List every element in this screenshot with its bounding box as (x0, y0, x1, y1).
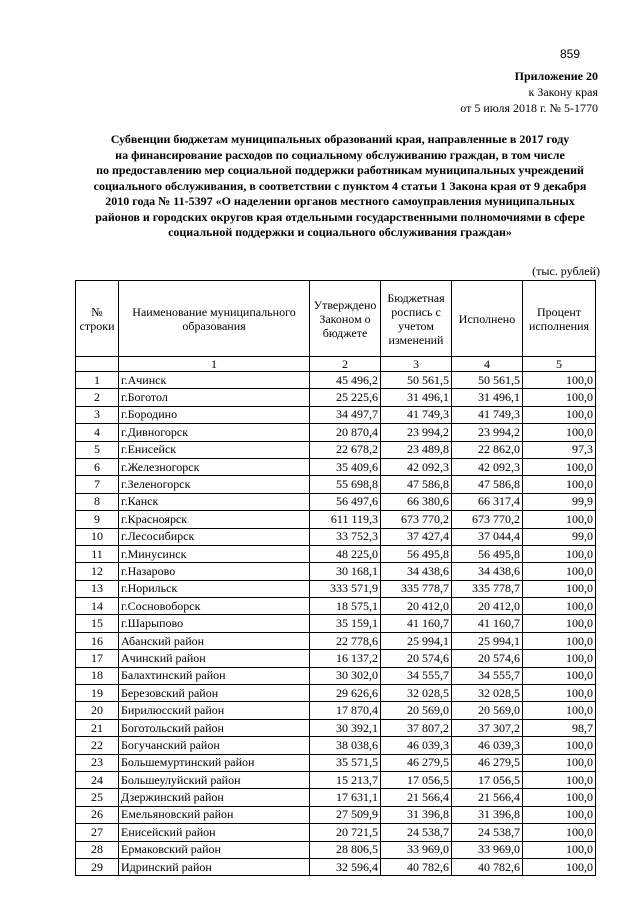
cell-name: г.Боготол (119, 389, 310, 406)
cell-budget-list: 25 994,1 (381, 632, 452, 649)
cell-row-number: 14 (76, 598, 119, 615)
cell-percent: 99,0 (523, 528, 596, 545)
cell-executed: 42 092,3 (452, 458, 523, 475)
document-title (70, 132, 610, 241)
cell-percent: 100,0 (523, 615, 596, 632)
page-number: 859 (560, 47, 581, 61)
cell-percent: 100,0 (523, 858, 596, 875)
column-number-empty (76, 357, 119, 372)
table-row (76, 858, 596, 875)
cell-approved: 56 497,6 (310, 493, 381, 510)
cell-budget-list: 46 039,3 (381, 737, 452, 754)
cell-percent: 100,0 (523, 667, 596, 684)
cell-budget-list: 41 160,7 (381, 615, 452, 632)
table-row (76, 615, 596, 632)
subsidies-table (75, 280, 596, 876)
cell-name: г.Железногорск (119, 458, 310, 475)
cell-percent: 100,0 (523, 476, 596, 493)
column-number: 2 (310, 357, 381, 372)
cell-approved: 34 497,7 (310, 406, 381, 423)
cell-row-number: 19 (76, 685, 119, 702)
cell-budget-list: 37 807,2 (381, 719, 452, 736)
cell-name: Бирилюсский район (119, 702, 310, 719)
cell-row-number: 8 (76, 493, 119, 510)
cell-executed: 41 160,7 (452, 615, 523, 632)
cell-budget-list: 31 396,8 (381, 806, 452, 823)
cell-row-number: 22 (76, 737, 119, 754)
cell-name: г.Дивногорск (119, 424, 310, 441)
title-line: районов и городских округов края отдельными государственными полномочиями в сфере (95, 209, 585, 224)
cell-row-number: 10 (76, 528, 119, 545)
cell-executed: 335 778,7 (452, 580, 523, 597)
cell-budget-list: 20 574,6 (381, 650, 452, 667)
title-line: 2010 года № 11-5397 «О наделении органов местного самоуправления муниципальных (105, 194, 575, 208)
units-label: (тыс. рублей) (532, 264, 600, 278)
cell-budget-list: 47 586,8 (381, 476, 452, 493)
table-row (76, 841, 596, 858)
cell-name: Богучанский район (119, 737, 310, 754)
cell-budget-list: 32 028,5 (381, 685, 452, 702)
cell-percent: 100,0 (523, 650, 596, 667)
cell-name: г.Зеленогорск (119, 476, 310, 493)
cell-name: г.Лесосибирск (119, 528, 310, 545)
cell-row-number: 6 (76, 458, 119, 475)
cell-approved: 30 302,0 (310, 667, 381, 684)
cell-executed: 20 569,0 (452, 702, 523, 719)
cell-name: Абанский район (119, 632, 310, 649)
cell-executed: 46 279,5 (452, 754, 523, 771)
cell-percent: 100,0 (523, 771, 596, 788)
cell-percent: 100,0 (523, 511, 596, 528)
cell-executed: 33 969,0 (452, 841, 523, 858)
cell-name: Дзержинский район (119, 789, 310, 806)
cell-percent: 100,0 (523, 389, 596, 406)
cell-budget-list: 40 782,6 (381, 858, 452, 875)
cell-row-number: 21 (76, 719, 119, 736)
header-executed: Исполнено (452, 281, 523, 357)
table-row (76, 389, 596, 406)
appendix-date: от 5 июля 2018 г. № 5-1770 (460, 101, 598, 115)
cell-budget-list: 23 994,2 (381, 424, 452, 441)
cell-budget-list: 31 496,1 (381, 389, 452, 406)
cell-row-number: 29 (76, 858, 119, 875)
cell-name: г.Шарыпово (119, 615, 310, 632)
cell-percent: 100,0 (523, 545, 596, 562)
cell-percent: 100,0 (523, 406, 596, 423)
cell-row-number: 16 (76, 632, 119, 649)
cell-name: Березовский район (119, 685, 310, 702)
cell-row-number: 18 (76, 667, 119, 684)
cell-executed: 31 496,1 (452, 389, 523, 406)
cell-approved: 28 806,5 (310, 841, 381, 858)
cell-budget-list: 41 749,3 (381, 406, 452, 423)
cell-budget-list: 24 538,7 (381, 824, 452, 841)
cell-approved: 29 626,6 (310, 685, 381, 702)
table-row (76, 476, 596, 493)
cell-executed: 47 586,8 (452, 476, 523, 493)
table-row (76, 719, 596, 736)
cell-executed: 40 782,6 (452, 858, 523, 875)
cell-executed: 37 044,4 (452, 528, 523, 545)
column-number: 4 (452, 357, 523, 372)
cell-approved: 30 168,1 (310, 563, 381, 580)
cell-percent: 99,9 (523, 493, 596, 510)
cell-approved: 15 213,7 (310, 771, 381, 788)
cell-executed: 32 028,5 (452, 685, 523, 702)
cell-executed: 34 438,6 (452, 563, 523, 580)
cell-name: Боготольский район (119, 719, 310, 736)
table-row (76, 824, 596, 841)
cell-budget-list: 42 092,3 (381, 458, 452, 475)
cell-budget-list: 34 438,6 (381, 563, 452, 580)
cell-budget-list: 20 569,0 (381, 702, 452, 719)
table-column-numbers-row (76, 357, 596, 372)
table-header-row (76, 281, 596, 357)
table-row (76, 372, 596, 389)
cell-budget-list: 33 969,0 (381, 841, 452, 858)
table-row (76, 563, 596, 580)
cell-percent: 100,0 (523, 841, 596, 858)
cell-percent: 97,3 (523, 441, 596, 458)
table-row (76, 441, 596, 458)
cell-approved: 35 571,5 (310, 754, 381, 771)
cell-budget-list: 56 495,8 (381, 545, 452, 562)
cell-row-number: 2 (76, 389, 119, 406)
cell-executed: 20 412,0 (452, 598, 523, 615)
cell-executed: 22 862,0 (452, 441, 523, 458)
cell-budget-list: 46 279,5 (381, 754, 452, 771)
cell-row-number: 7 (76, 476, 119, 493)
table-row (76, 511, 596, 528)
table-row (76, 528, 596, 545)
cell-executed: 41 749,3 (452, 406, 523, 423)
column-number: 1 (119, 357, 310, 372)
cell-percent: 100,0 (523, 824, 596, 841)
table-row (76, 702, 596, 719)
cell-percent: 100,0 (523, 632, 596, 649)
cell-percent: 100,0 (523, 806, 596, 823)
cell-executed: 34 555,7 (452, 667, 523, 684)
cell-approved: 333 571,9 (310, 580, 381, 597)
cell-approved: 16 137,2 (310, 650, 381, 667)
cell-name: Енисейский район (119, 824, 310, 841)
cell-executed: 46 039,3 (452, 737, 523, 754)
cell-approved: 35 159,1 (310, 615, 381, 632)
cell-row-number: 3 (76, 406, 119, 423)
table-row (76, 737, 596, 754)
cell-percent: 100,0 (523, 458, 596, 475)
cell-budget-list: 673 770,2 (381, 511, 452, 528)
cell-name: Большемуртинский район (119, 754, 310, 771)
title-line: на финансирование расходов по социальному обслуживанию граждан, в том числе (115, 147, 565, 162)
table-row (76, 406, 596, 423)
appendix-header (460, 68, 598, 116)
cell-row-number: 12 (76, 563, 119, 580)
header-budget-list: Бюджетная роспись с учетом изменений (381, 281, 452, 357)
cell-budget-list: 34 555,7 (381, 667, 452, 684)
header-name: Наименование муниципального образования (119, 281, 310, 357)
cell-name: г.Сосновоборск (119, 598, 310, 615)
cell-row-number: 27 (76, 824, 119, 841)
title-line: Субвенции бюджетам муниципальных образований края, направленные в 2017 году (110, 132, 570, 146)
cell-approved: 32 596,4 (310, 858, 381, 875)
table-row (76, 632, 596, 649)
cell-name: г.Минусинск (119, 545, 310, 562)
title-line: социального обслуживания, в соответствии с пунктом 4 статьи 1 Закона края от 9 декабря (93, 178, 587, 193)
cell-percent: 100,0 (523, 685, 596, 702)
cell-row-number: 26 (76, 806, 119, 823)
title-line: социальной поддержки и социального обслуживания граждан» (168, 225, 512, 239)
table-row (76, 424, 596, 441)
cell-approved: 27 509,9 (310, 806, 381, 823)
cell-executed: 673 770,2 (452, 511, 523, 528)
table-row (76, 754, 596, 771)
cell-row-number: 17 (76, 650, 119, 667)
cell-row-number: 28 (76, 841, 119, 858)
cell-row-number: 4 (76, 424, 119, 441)
appendix-law: к Закону края (528, 85, 598, 99)
table-row (76, 771, 596, 788)
table-row (76, 598, 596, 615)
table-body (76, 372, 596, 876)
cell-executed: 37 307,2 (452, 719, 523, 736)
cell-approved: 35 409,6 (310, 458, 381, 475)
cell-approved: 20 721,5 (310, 824, 381, 841)
header-percent: Процент исполнения (523, 281, 596, 357)
table-row (76, 545, 596, 562)
cell-executed: 23 994,2 (452, 424, 523, 441)
cell-percent: 100,0 (523, 702, 596, 719)
cell-name: Идринский район (119, 858, 310, 875)
cell-executed: 17 056,5 (452, 771, 523, 788)
cell-row-number: 9 (76, 511, 119, 528)
header-approved: Утверждено Законом о бюджете (310, 281, 381, 357)
table-row (76, 685, 596, 702)
cell-approved: 17 870,4 (310, 702, 381, 719)
cell-approved: 25 225,6 (310, 389, 381, 406)
table-row (76, 806, 596, 823)
cell-executed: 20 574,6 (452, 650, 523, 667)
cell-row-number: 15 (76, 615, 119, 632)
cell-budget-list: 50 561,5 (381, 372, 452, 389)
cell-executed: 50 561,5 (452, 372, 523, 389)
cell-percent: 100,0 (523, 737, 596, 754)
cell-name: г.Назарово (119, 563, 310, 580)
cell-executed: 31 396,8 (452, 806, 523, 823)
cell-executed: 21 566,4 (452, 789, 523, 806)
cell-budget-list: 335 778,7 (381, 580, 452, 597)
cell-row-number: 11 (76, 545, 119, 562)
cell-name: Балахтинский район (119, 667, 310, 684)
table-row (76, 789, 596, 806)
header-row-number: № строки (76, 281, 119, 357)
cell-percent: 100,0 (523, 424, 596, 441)
cell-row-number: 25 (76, 789, 119, 806)
cell-name: Емельяновский район (119, 806, 310, 823)
cell-name: Большеулуйский район (119, 771, 310, 788)
cell-approved: 38 038,6 (310, 737, 381, 754)
table-row (76, 458, 596, 475)
cell-row-number: 5 (76, 441, 119, 458)
table-row (76, 493, 596, 510)
column-number: 5 (523, 357, 596, 372)
cell-executed: 56 495,8 (452, 545, 523, 562)
cell-approved: 20 870,4 (310, 424, 381, 441)
cell-approved: 611 119,3 (310, 511, 381, 528)
cell-executed: 24 538,7 (452, 824, 523, 841)
cell-name: г.Норильск (119, 580, 310, 597)
cell-approved: 22 678,2 (310, 441, 381, 458)
cell-row-number: 23 (76, 754, 119, 771)
appendix-title: Приложение 20 (514, 69, 598, 83)
cell-name: г.Канск (119, 493, 310, 510)
column-number: 3 (381, 357, 452, 372)
cell-name: г.Ачинск (119, 372, 310, 389)
cell-budget-list: 17 056,5 (381, 771, 452, 788)
cell-row-number: 24 (76, 771, 119, 788)
cell-budget-list: 37 427,4 (381, 528, 452, 545)
cell-budget-list: 66 380,6 (381, 493, 452, 510)
cell-name: г.Енисейск (119, 441, 310, 458)
cell-name: Ермаковский район (119, 841, 310, 858)
cell-budget-list: 20 412,0 (381, 598, 452, 615)
cell-approved: 22 778,6 (310, 632, 381, 649)
cell-name: г.Красноярск (119, 511, 310, 528)
cell-executed: 25 994,1 (452, 632, 523, 649)
cell-budget-list: 21 566,4 (381, 789, 452, 806)
cell-percent: 100,0 (523, 754, 596, 771)
cell-approved: 18 575,1 (310, 598, 381, 615)
cell-budget-list: 23 489,8 (381, 441, 452, 458)
cell-percent: 100,0 (523, 372, 596, 389)
cell-row-number: 13 (76, 580, 119, 597)
title-line: по предоставлению мер социальной поддержки работникам муниципальных учреждений (96, 163, 584, 177)
table-row (76, 650, 596, 667)
cell-approved: 55 698,8 (310, 476, 381, 493)
cell-approved: 30 392,1 (310, 719, 381, 736)
cell-percent: 98,7 (523, 719, 596, 736)
cell-name: г.Бородино (119, 406, 310, 423)
cell-percent: 100,0 (523, 598, 596, 615)
cell-row-number: 20 (76, 702, 119, 719)
table-row (76, 580, 596, 597)
cell-approved: 17 631,1 (310, 789, 381, 806)
cell-approved: 45 496,2 (310, 372, 381, 389)
cell-approved: 48 225,0 (310, 545, 381, 562)
table-row (76, 667, 596, 684)
cell-percent: 100,0 (523, 580, 596, 597)
cell-approved: 33 752,3 (310, 528, 381, 545)
cell-executed: 66 317,4 (452, 493, 523, 510)
cell-percent: 100,0 (523, 563, 596, 580)
cell-name: Ачинский район (119, 650, 310, 667)
cell-percent: 100,0 (523, 789, 596, 806)
cell-row-number: 1 (76, 372, 119, 389)
